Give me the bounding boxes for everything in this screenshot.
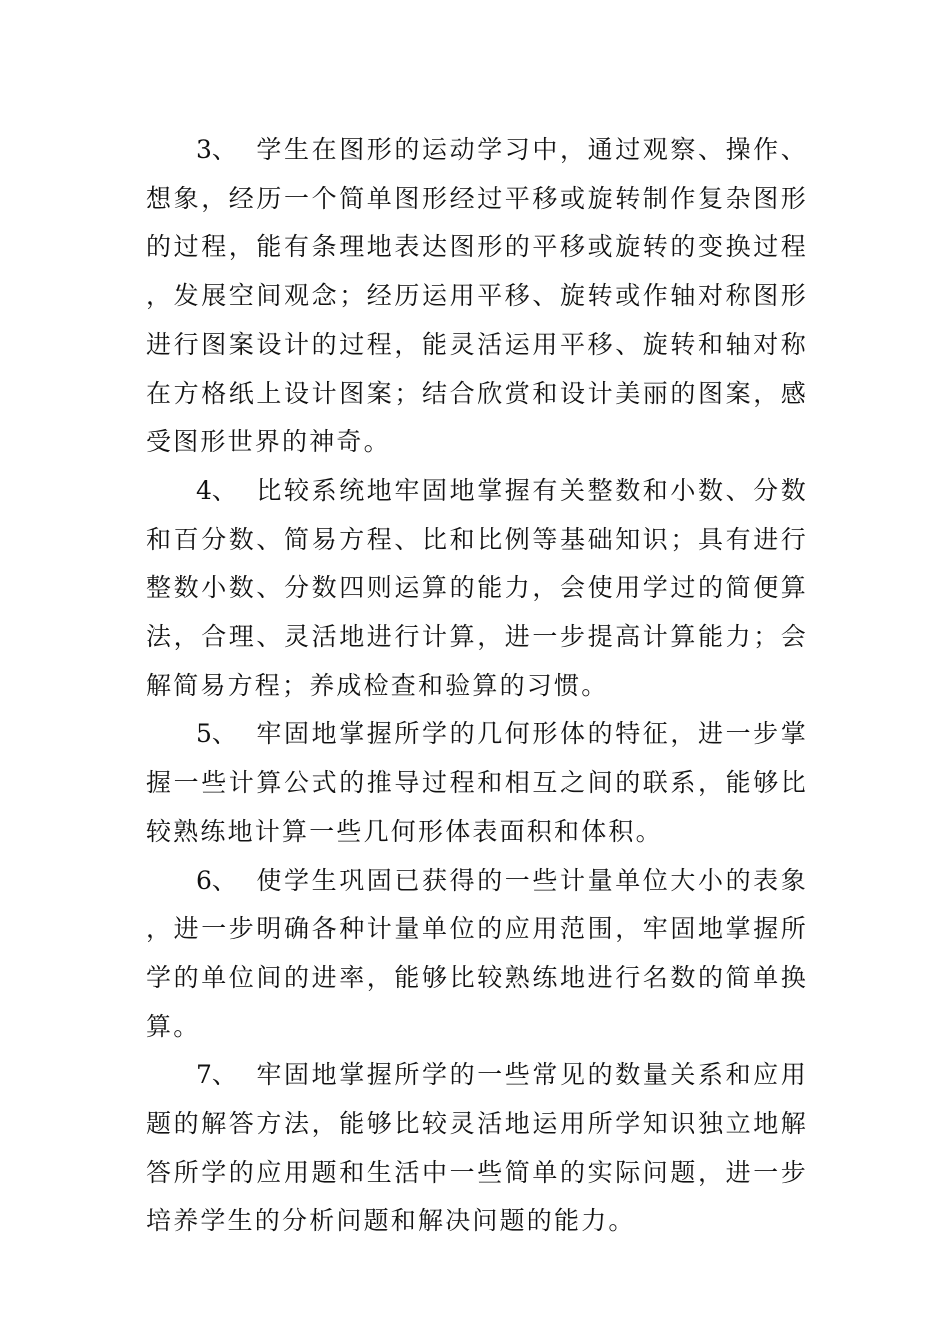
document-body (146, 126, 808, 1246)
item-number: 5、 (196, 719, 237, 749)
item-text: 牢固地掌握所学的几何形体的特征，进一步掌握一些计算公式的推导过程和相互之间的联系，能够比较熟练地计算一些几何形体表面积和体积。 (146, 719, 808, 846)
list-item-3 (146, 126, 808, 467)
item-text: 使学生巩固已获得的一些计量单位大小的表象，进一步明确各种计量单位的应用范围，牢固地掌握所学的单位间的进率，能够比较熟练地进行名数的简单换算。 (146, 865, 808, 1041)
item-number: 7、 (196, 1060, 237, 1090)
item-number: 3、 (196, 135, 237, 164)
item-number: 4、 (196, 475, 237, 505)
list-item-5 (146, 710, 808, 856)
list-item-4 (146, 467, 808, 711)
item-text: 比较系统地牢固地掌握有关整数和小数、分数和百分数、简易方程、比和比例等基础知识；具有进行整数小数、分数四则运算的能力，会使用学过的简便算法，合理、灵活地进行计算，进一步提高计算能力；会解简易方程；养成检查和验算的习惯。 (146, 475, 808, 700)
list-item-6 (146, 857, 808, 1052)
item-text: 学生在图形的运动学习中，通过观察、操作、想象，经历一个简单图形经过平移或旋转制作复杂图形的过程，能有条理地表达图形的平移或旋转的变换过程，发展空间观念；经历运用平移、旋转或作轴对称图形进行图案设计的过程，能灵活运用平移、旋转和轴对称在方格纸上设计图案；结合欣赏和设计美丽的图案，感受图形世界的神奇。 (146, 135, 808, 457)
list-item-7 (146, 1051, 808, 1246)
item-text: 牢固地掌握所学的一些常见的数量关系和应用题的解答方法，能够比较灵活地运用所学知识独立地解答所学的应用题和生活中一些简单的实际问题，进一步培养学生的分析问题和解决问题的能力。 (146, 1060, 808, 1236)
item-number: 6、 (196, 865, 237, 895)
